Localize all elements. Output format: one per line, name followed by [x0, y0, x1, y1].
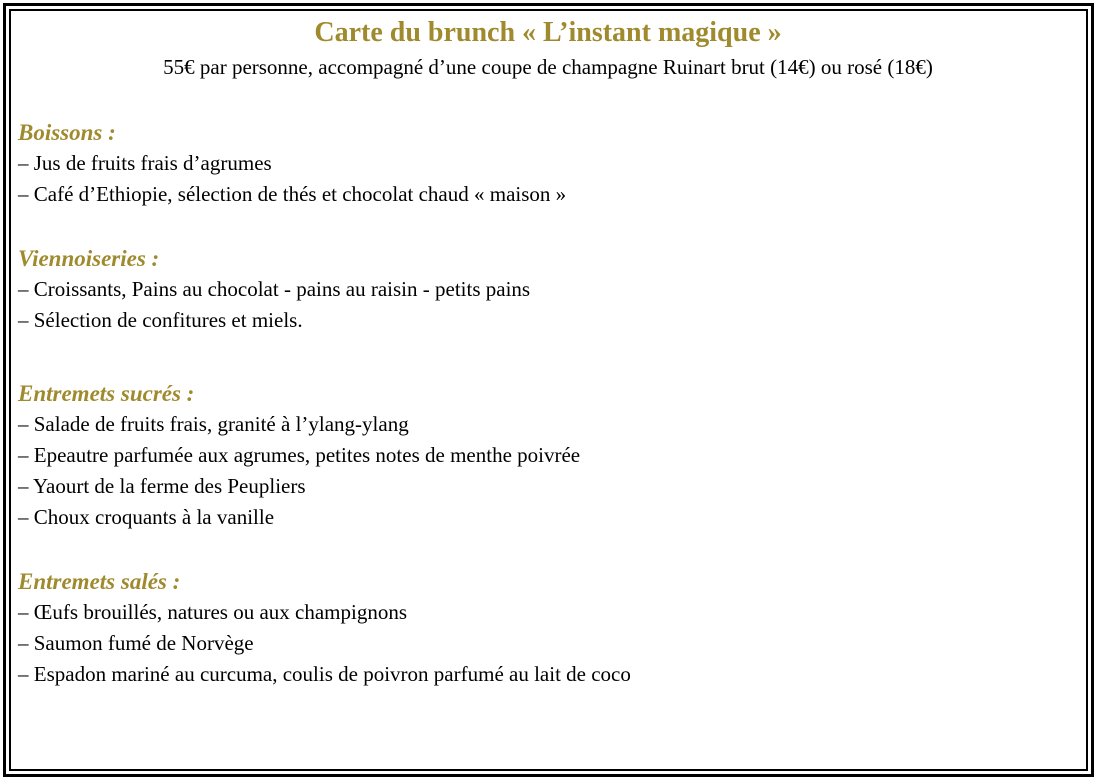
menu-item: – Jus de fruits frais d’agrumes	[18, 151, 272, 175]
menu-item: – Saumon fumé de Norvège	[18, 631, 254, 655]
menu-item: – Sélection de confitures et miels.	[18, 308, 303, 332]
menu-item: – Espadon mariné au curcuma, coulis de poivron parfumé au lait de coco	[18, 662, 631, 686]
section-entremets-sucres	[18, 379, 1078, 533]
section-heading: Entremets salés :	[18, 569, 181, 594]
section-boissons	[18, 118, 1078, 210]
section-heading: Entremets sucrés :	[18, 381, 195, 406]
menu-item: – Epeautre parfumée aux agrumes, petites notes de menthe poivrée	[18, 443, 581, 467]
menu-item: – Choux croquants à la vanille	[18, 505, 275, 529]
menu-item: – Salade de fruits frais, granité à l’ylang-ylang	[18, 412, 409, 436]
section-heading: Viennoiseries :	[18, 246, 160, 271]
menu-item: – Œufs brouillés, natures ou aux champignons	[18, 600, 408, 624]
section-entremets-sales	[18, 567, 1078, 690]
menu-card	[18, 14, 1078, 686]
section-viennoiseries	[18, 244, 1078, 336]
menu-subtitle: 55€ par personne, accompagné d’une coupe de champagne Ruinart brut (14€) ou rosé (18€)	[163, 55, 933, 79]
section-heading: Boissons :	[18, 120, 116, 145]
menu-item: – Croissants, Pains au chocolat - pains au raisin - petits pains	[18, 277, 531, 301]
menu-item: – Café d’Ethiopie, sélection de thés et chocolat chaud « maison »	[18, 182, 567, 206]
menu-title: Carte du brunch « L’instant magique »	[314, 17, 782, 48]
menu-item: – Yaourt de la ferme des Peupliers	[18, 474, 306, 498]
